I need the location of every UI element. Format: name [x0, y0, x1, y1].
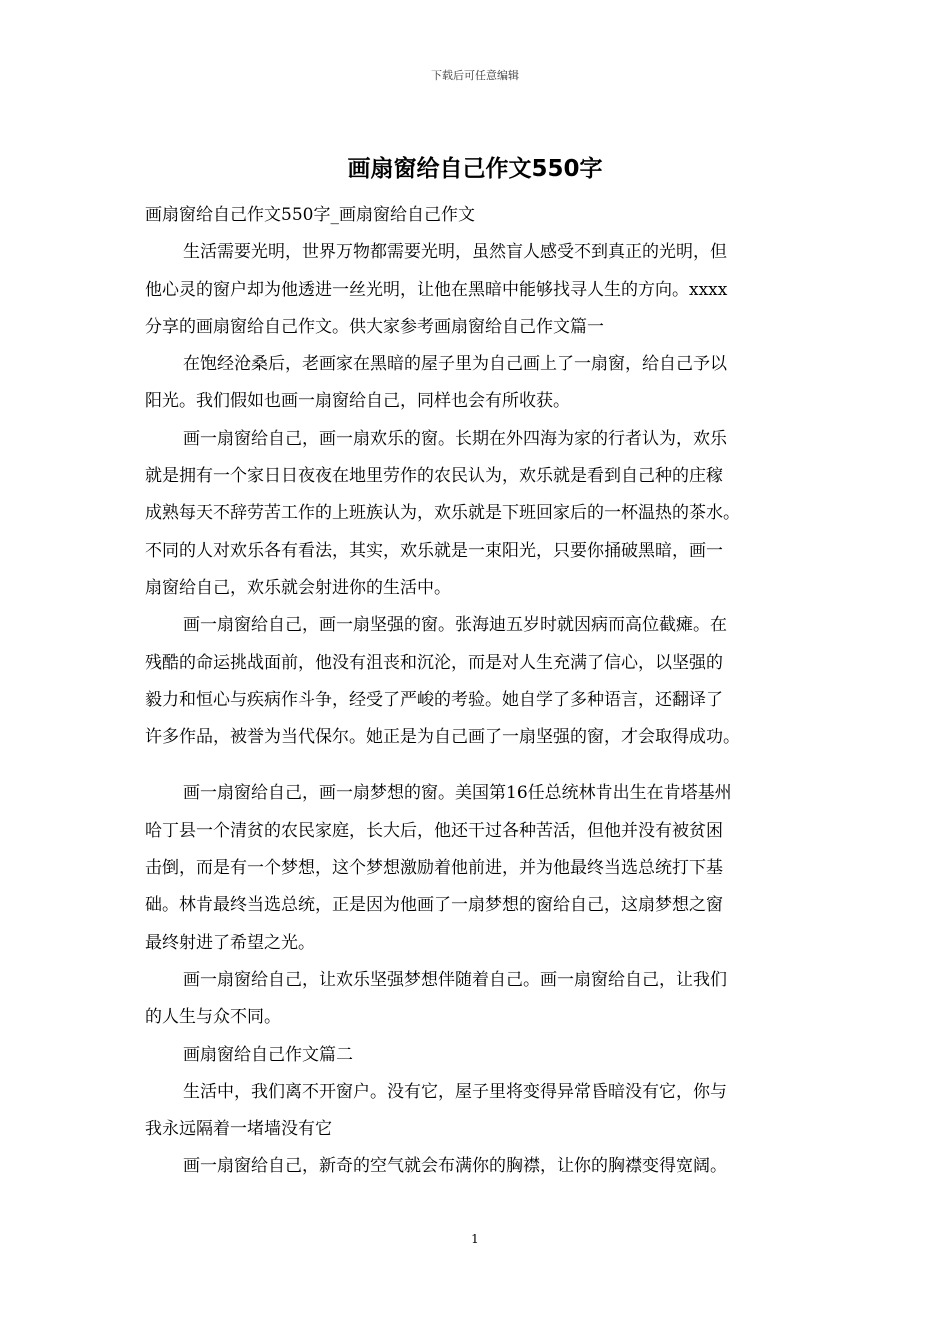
body-line: 的人生与众不同。: [145, 1007, 281, 1028]
document-title: 画扇窗给自己作文550字: [347, 156, 603, 182]
body-line: 成熟每天不辞劳苦工作的上班族认为，欢乐就是下班回家后的一杯温热的茶水。: [145, 503, 740, 524]
page-number: 1: [471, 1232, 479, 1246]
body-line: 础。林肯最终当选总统，正是因为他画了一扇梦想的窗给自己，这扇梦想之窗: [145, 895, 723, 916]
body-line: 最终射进了希望之光。: [145, 932, 315, 953]
body-line: 生活中，我们离不开窗户。没有它，屋子里将变得异常昏暗没有它，你与: [183, 1081, 727, 1102]
body-line: 残酷的命运挑战面前，他没有沮丧和沉沦，而是对人生充满了信心，以坚强的: [145, 652, 723, 673]
body-line: 哈丁县一个清贫的农民家庭，长大后，他还干过各种苦活，但他并没有被贫困: [145, 820, 723, 841]
paragraph-gap: [145, 756, 810, 775]
body-line: 生活需要光明，世界万物都需要光明，虽然盲人感受不到真正的光明，但: [183, 242, 727, 263]
body-line: 画一扇窗给自己，画一扇坚强的窗。张海迪五岁时就因病而高位截瘫。在: [183, 615, 727, 636]
body-line: 击倒，而是有一个梦想，这个梦想激励着他前进，并为他最终当选总统打下基: [145, 858, 723, 879]
body-line: 许多作品，被誉为当代保尔。她正是为自己画了一扇坚强的窗，才会取得成功。: [145, 727, 740, 748]
body-line: 阳光。我们假如也画一扇窗给自己，同样也会有所收获。: [145, 391, 570, 412]
subtitle-line: 画扇窗给自己作文550字_画扇窗给自己作文: [145, 205, 475, 225]
document-body: [145, 197, 810, 1186]
body-line: 画一扇窗给自己，画一扇梦想的窗。美国第16任总统林肯出生在肯塔基州: [183, 783, 732, 804]
body-line: 分享的画扇窗给自己作文。供大家参考画扇窗给自己作文篇一: [145, 316, 604, 337]
body-line: 我永远隔着一堵墙没有它: [145, 1119, 332, 1140]
body-line: 在饱经沧桑后，老画家在黑暗的屋子里为自己画上了一扇窗，给自己予以: [183, 354, 727, 375]
body-line: 画一扇窗给自己，让欢乐坚强梦想伴随着自己。画一扇窗给自己，让我们: [183, 969, 727, 990]
body-line: 不同的人对欢乐各有看法，其实，欢乐就是一束阳光，只要你捅破黑暗，画一: [145, 540, 723, 561]
section-heading: 画扇窗给自己作文篇二: [183, 1044, 353, 1065]
body-line: 画一扇窗给自己，新奇的空气就会布满你的胸襟，让你的胸襟变得宽阔。: [183, 1156, 727, 1177]
body-line: 他心灵的窗户却为他透进一丝光明，让他在黑暗中能够找寻人生的方向。xxxx: [145, 279, 728, 300]
body-line: 扇窗给自己，欢乐就会射进你的生活中。: [145, 577, 451, 598]
body-line: 毅力和恒心与疾病作斗争，经受了严峻的考验。她自学了多种语言，还翻译了: [145, 689, 723, 710]
page-header: 下载后可任意编辑: [431, 69, 519, 82]
body-line: 就是拥有一个家日日夜夜在地里劳作的农民认为，欢乐就是看到自己种的庄稼: [145, 466, 723, 487]
body-line: 画一扇窗给自己，画一扇欢乐的窗。长期在外四海为家的行者认为，欢乐: [183, 428, 727, 449]
